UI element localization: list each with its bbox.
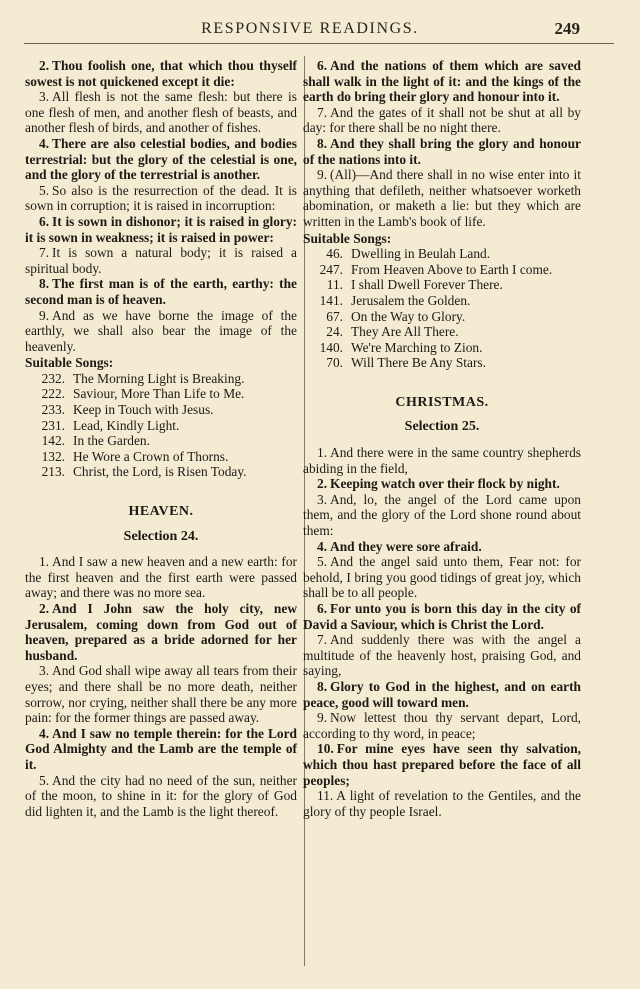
song-title: Lead, Kindly Light. <box>73 417 180 433</box>
right-column <box>303 58 581 819</box>
song-title: Dwelling in Beulah Land. <box>351 246 491 262</box>
left-verses-b <box>25 554 297 819</box>
verse-text: All flesh is not the same flesh: but there is one flesh of men, and another flesh of beasts, and another flesh of birds, and another of fishes. <box>25 89 297 136</box>
verse-number: 8. <box>39 276 50 292</box>
right-verses-a <box>303 58 581 230</box>
verse-number: 6. <box>39 213 50 229</box>
verse-number: 9. <box>317 710 328 726</box>
verse-number: 9. <box>317 167 328 183</box>
song-title: Saviour, More Than Life to Me. <box>73 386 245 402</box>
left-column <box>25 58 297 819</box>
page-number: 249 <box>554 19 580 38</box>
verse-text: And suddenly there was with the angel a multitude of the heavenly host, praising God, and saying, <box>303 632 581 679</box>
right-songs-a <box>303 246 581 371</box>
verse-number: 9. <box>39 307 50 323</box>
song-number: 67. <box>326 308 343 324</box>
song-item <box>25 433 297 449</box>
verse-number: 4. <box>39 135 50 151</box>
song-number: 233. <box>41 402 65 418</box>
song-number: 11. <box>326 277 343 293</box>
verse-text: And I saw a new heaven and a new earth: for the first heaven and the first earth were passed away; and there was no more sea. <box>25 554 297 601</box>
verse-text: Keeping watch over their flock by night. <box>330 476 560 492</box>
header-rule <box>24 43 614 44</box>
verse-text: And I John saw the holy city, new Jerusalem, coming down from God out of heaven, prepared as a bride adorned for her husband. <box>25 601 297 663</box>
verse <box>303 679 581 710</box>
verse <box>25 554 297 601</box>
verse-text: For mine eyes have seen thy salvation, which thou hast prepared before the face of all peoples; <box>303 741 581 788</box>
verse-text: (All)—And there shall in no wise enter into it anything that defileth, neither whatsoever worketh abomination, or maketh a lie: but they which are written in the Lamb's book of life. <box>303 167 581 229</box>
verse <box>303 58 581 105</box>
verse <box>303 632 581 679</box>
selection-24-title: Selection 24. <box>123 528 199 544</box>
verse-text: It is sown a natural body; it is raised a spiritual body. <box>25 245 297 276</box>
song-number: 140. <box>319 339 343 355</box>
song-number: 247. <box>319 261 343 277</box>
left-verses-a <box>25 58 297 354</box>
songs-label: Suitable Songs: <box>303 230 392 246</box>
verse-text: And I saw no temple therein: for the Lord God Almighty and the Lamb are the temple of it. <box>25 725 297 772</box>
verse-text: And the nations of them which are saved shall walk in the light of it: and the kings of the earth do bring their glory and honour into it. <box>303 58 581 105</box>
song-item <box>303 324 581 340</box>
verse-number: 11. <box>317 788 334 804</box>
song-number: 70. <box>326 355 343 371</box>
songs-label: Suitable Songs: <box>25 355 114 371</box>
verse <box>303 445 581 476</box>
verse-number: 5. <box>39 182 50 198</box>
song-item <box>303 355 581 371</box>
verse-number: 5. <box>317 554 328 570</box>
song-item <box>25 464 297 480</box>
song-item <box>25 449 297 465</box>
verse-text: Thou foolish one, that which thou thyself sowest is not quickened except it die: <box>25 58 297 89</box>
song-item <box>25 402 297 418</box>
verse <box>303 539 581 555</box>
verse <box>303 136 581 167</box>
verse-text: And the angel said unto them, Fear not: for behold, I bring you good tidings of great joy, which shall be to all people. <box>303 554 581 601</box>
song-title: They Are All There. <box>351 324 459 340</box>
song-item <box>303 277 581 293</box>
verse <box>303 788 581 819</box>
verse-number: 7. <box>317 104 328 120</box>
verse-number: 4. <box>39 725 50 741</box>
verse <box>303 554 581 601</box>
song-item <box>25 371 297 387</box>
right-verses-b <box>303 445 581 819</box>
verse-text: And God shall wipe away all tears from their eyes; and there shall be no more death, neither sorrow, nor crying, neither shall there be any more pain: for the former things are passed away. <box>25 663 297 726</box>
verse-number: 8. <box>317 678 328 694</box>
verse-number: 2. <box>39 601 50 616</box>
verse-number: 3. <box>39 89 50 105</box>
verse <box>25 214 297 245</box>
song-item <box>25 418 297 434</box>
verse <box>25 601 297 663</box>
verse <box>25 663 297 725</box>
song-item <box>303 262 581 278</box>
song-number: 24. <box>326 324 343 340</box>
song-number: 232. <box>41 370 65 386</box>
verse-number: 2. <box>39 58 50 73</box>
verse-text: Now lettest thou thy servant depart, Lord, according to thy word, in peace; <box>303 710 581 741</box>
verse <box>25 276 297 307</box>
song-item <box>303 340 581 356</box>
verse-text: For unto you is born this day in the city of David a Saviour, which is Christ the Lord. <box>303 601 581 632</box>
section-heading-christmas: CHRISTMAS. <box>395 394 489 410</box>
verse-number: 7. <box>39 245 50 261</box>
verse <box>25 136 297 183</box>
verse <box>25 58 297 89</box>
song-title: In the Garden. <box>73 433 150 449</box>
verse-text: And the gates of it shall not be shut at all by day: for there shall be no night there. <box>303 104 581 136</box>
song-number: 132. <box>41 448 65 464</box>
verse <box>303 710 581 741</box>
song-title: From Heaven Above to Earth I come. <box>351 261 553 277</box>
verse-text: The first man is of the earth, earthy: the second man is of heaven. <box>25 276 297 307</box>
verse-text: So also is the resurrection of the dead. It is sown in corruption; it is raised in incorruption: <box>25 182 297 214</box>
verse <box>303 492 581 539</box>
verse <box>25 308 297 355</box>
song-title: Jerusalem the Golden. <box>351 292 471 308</box>
song-item <box>25 386 297 402</box>
song-title: The Morning Light is Breaking. <box>73 370 245 386</box>
song-number: 231. <box>41 417 65 433</box>
song-title: We're Marching to Zion. <box>351 339 483 355</box>
song-title: Keep in Touch with Jesus. <box>73 402 214 418</box>
verse <box>303 476 581 492</box>
verse-text: There are also celestial bodies, and bodies terrestrial: but the glory of the celestial is one, and the glory of the terrestrial is another. <box>25 135 297 183</box>
verse <box>303 601 581 632</box>
verse <box>25 89 297 136</box>
page-header <box>0 20 640 42</box>
song-title: He Wore a Crown of Thorns. <box>73 448 229 464</box>
verse <box>303 741 581 788</box>
song-title: Christ, the Lord, is Risen Today. <box>73 464 247 480</box>
verse <box>25 245 297 276</box>
verse-text: And the city had no need of the sun, neither of the moon, to shine in it: for the glory of God did lighten it, and the Lamb is the light thereof. <box>25 772 297 819</box>
song-number: 46. <box>326 246 343 262</box>
verse-number: 1. <box>317 445 328 461</box>
section-heading-heaven: HEAVEN. <box>128 504 194 520</box>
verse-number: 6. <box>317 58 328 73</box>
song-item <box>303 246 581 262</box>
left-songs-a <box>25 371 297 480</box>
verse-text: And as we have borne the image of the earthly, we shall also bear the image of the heavenly. <box>25 307 297 354</box>
verse-number: 7. <box>317 632 328 648</box>
verse-text: And, lo, the angel of the Lord came upon them, and the glory of the Lord shone round about them: <box>303 491 581 539</box>
verse-text: It is sown in dishonor; it is raised in glory: it is sown in weakness; it is raised in power: <box>25 213 297 245</box>
song-title: I shall Dwell Forever There. <box>351 277 503 293</box>
verse <box>303 105 581 136</box>
verse-number: 8. <box>317 135 328 151</box>
selection-25-title: Selection 25. <box>404 419 480 435</box>
song-number: 141. <box>319 292 343 308</box>
verse-number: 3. <box>317 491 328 507</box>
verse-text: And there were in the same country shepherds abiding in the field, <box>303 445 581 476</box>
song-number: 142. <box>41 433 65 449</box>
verse-number: 5. <box>39 772 50 788</box>
verse-number: 6. <box>317 601 328 616</box>
song-number: 222. <box>41 386 65 402</box>
verse-number: 1. <box>39 554 50 570</box>
song-item <box>303 293 581 309</box>
verse-text: A light of revelation to the Gentiles, and the glory of thy people Israel. <box>303 788 581 819</box>
verse <box>25 773 297 820</box>
verse-number: 4. <box>317 538 328 554</box>
song-item <box>303 309 581 325</box>
verse <box>25 726 297 773</box>
song-title: Will There Be Any Stars. <box>351 355 486 371</box>
running-title: RESPONSIVE READINGS. <box>201 20 419 37</box>
song-title: On the Way to Glory. <box>351 308 466 324</box>
verse-number: 10. <box>317 741 334 757</box>
verse-number: 3. <box>39 663 50 679</box>
verse <box>25 183 297 214</box>
verse-text: And they shall bring the glory and honour of the nations into it. <box>303 135 581 167</box>
verse-number: 2. <box>317 476 328 492</box>
verse-text: Glory to God in the highest, and on earth peace, good will toward men. <box>303 678 581 710</box>
song-number: 213. <box>41 464 65 480</box>
verse <box>303 167 581 229</box>
verse-text: And they were sore afraid. <box>330 538 482 554</box>
